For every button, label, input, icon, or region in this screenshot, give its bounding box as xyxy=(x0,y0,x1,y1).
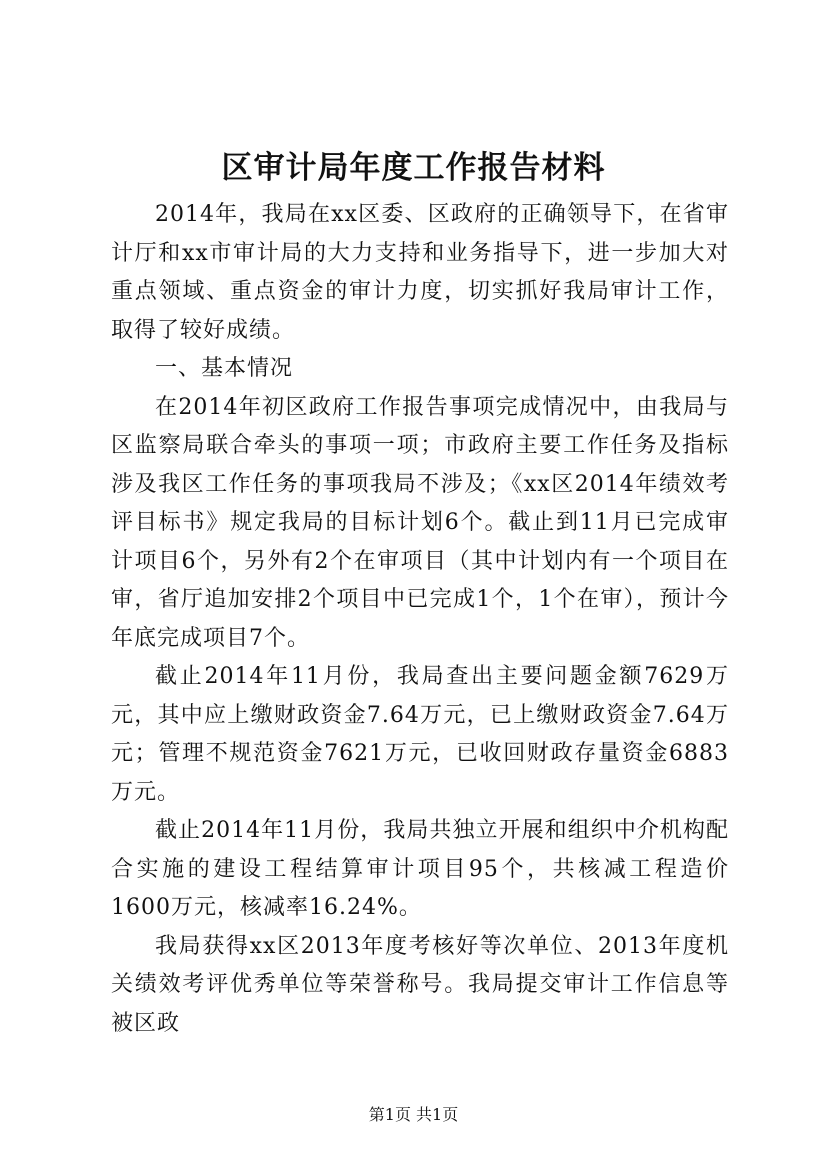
paragraph-targets: 在2014年初区政府工作报告事项完成情况中，由我局与区监察局联合牵头的事项一项；市政府主要工作任务及指标涉及我区工作任务的事项我局不涉及；《xx区2014年绩效考评目标书》规定我局的目标计划6个。截止到11月已完成审计项目6个，另外有2个在审项目（其中计划内有一个项目在审，省厅追加安排2个项目中已完成1个，1个在审），预计今年底完成项目7个。 xyxy=(111,394,729,651)
page-footer: 第1页 共1页 xyxy=(368,1105,459,1124)
document-body xyxy=(111,196,729,1043)
document-title: 区审计局年度工作报告材料 xyxy=(221,150,606,186)
paragraph-honors: 我局获得xx区2013年度考核好等次单位、2013年度机关绩效考评优秀单位等荣誉称号。我局提交审计工作信息等被区政 xyxy=(111,933,729,1036)
paragraph-intro: 2014年，我局在xx区委、区政府的正确领导下，在省审计厅和xx市审计局的大力支持和业务指导下，进一步加大对重点领域、重点资金的审计力度，切实抓好我局审计工作，取得了较好成绩。 xyxy=(111,202,729,343)
section-heading-basic-situation: 一、基本情况 xyxy=(155,356,294,381)
paragraph-engineering-audit: 截止2014年11月份，我局共独立开展和组织中介机构配合实施的建设工程结算审计项目95个，共核减工程造价1600万元，核减率16.24%。 xyxy=(111,818,729,920)
paragraph-problem-amounts: 截止2014年11月份，我局查出主要问题金额7629万元，其中应上缴财政资金7.64万元，已上缴财政资金7.64万元；管理不规范资金7621万元，已收回财政存量资金6883万元。 xyxy=(111,664,729,805)
